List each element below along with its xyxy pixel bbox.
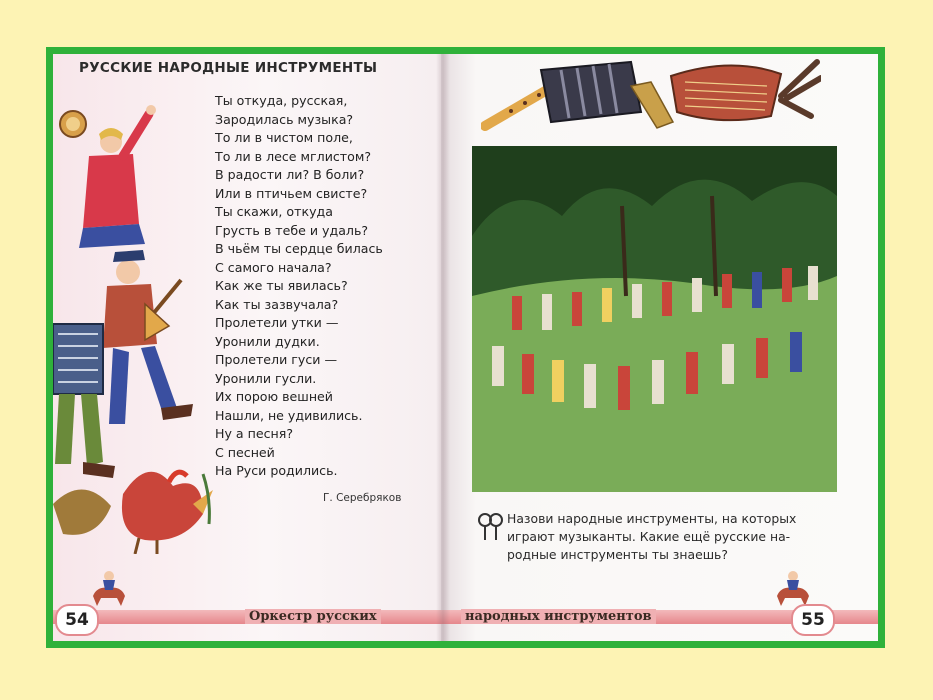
book-spread xyxy=(53,54,878,641)
task-line: играют музыканты. Какие ещё русские на- xyxy=(507,529,791,544)
poem-line: Ну а песня? xyxy=(215,426,294,441)
poem-line: То ли в чистом поле, xyxy=(215,130,353,145)
poem-line: Их порою вешней xyxy=(215,389,333,404)
folk-dance-photo xyxy=(472,146,837,492)
rider-icon xyxy=(771,566,815,608)
page-number-right: 55 xyxy=(791,604,835,636)
task-line: родные инструменты ты знаешь? xyxy=(507,547,728,562)
poem-line: Как ты зазвучала? xyxy=(215,296,339,312)
poem-line: С самого начала? xyxy=(215,259,332,275)
poem-line: На Руси родились. xyxy=(215,463,338,478)
right-page xyxy=(441,54,878,641)
poem-line: Зародилась музыка? xyxy=(215,111,354,127)
poem-author: Г. Серебряков xyxy=(323,492,402,504)
footer-title-left: Оркестр русских xyxy=(245,609,381,624)
poem-line: Ты откуда, русская, xyxy=(215,93,348,108)
book-spine-fold xyxy=(436,54,450,641)
poem-line: Как же ты явилась? xyxy=(215,278,348,293)
poem-line: Пролетели гуси — xyxy=(215,352,338,367)
poem-line: Грусть в тебе и удаль? xyxy=(215,222,369,238)
task-line: Назови народные инструменты, на которых xyxy=(507,511,797,526)
rider-icon xyxy=(87,566,131,608)
folk-musicians-illustration xyxy=(53,94,213,554)
poem-line: В чьём ты сердце билась xyxy=(215,241,383,256)
footer-title-right: народных инструментов xyxy=(461,609,656,624)
poem-line: Уронили гусли. xyxy=(215,370,317,386)
page-number-left: 54 xyxy=(55,604,99,636)
task-text xyxy=(507,510,843,564)
poem xyxy=(215,92,435,481)
book-frame xyxy=(46,47,885,648)
poem-line: С песней xyxy=(215,444,275,460)
question-task-icon xyxy=(477,512,503,542)
poem-line: В радости ли? В боли? xyxy=(215,167,365,182)
section-title: РУССКИЕ НАРОДНЫЕ ИНСТРУМЕНТЫ xyxy=(79,60,378,76)
poem-line: Ты скажи, откуда xyxy=(215,204,333,219)
poem-line: Нашли, не удивились. xyxy=(215,407,363,423)
poem-line: Уронили дудки. xyxy=(215,333,320,349)
left-page xyxy=(53,54,441,641)
folk-instruments-illustration xyxy=(481,56,821,136)
poem-line: Пролетели утки — xyxy=(215,315,339,330)
poem-line: То ли в лесе мглистом? xyxy=(215,148,372,164)
poem-line: Или в птичьем свисте? xyxy=(215,185,368,201)
